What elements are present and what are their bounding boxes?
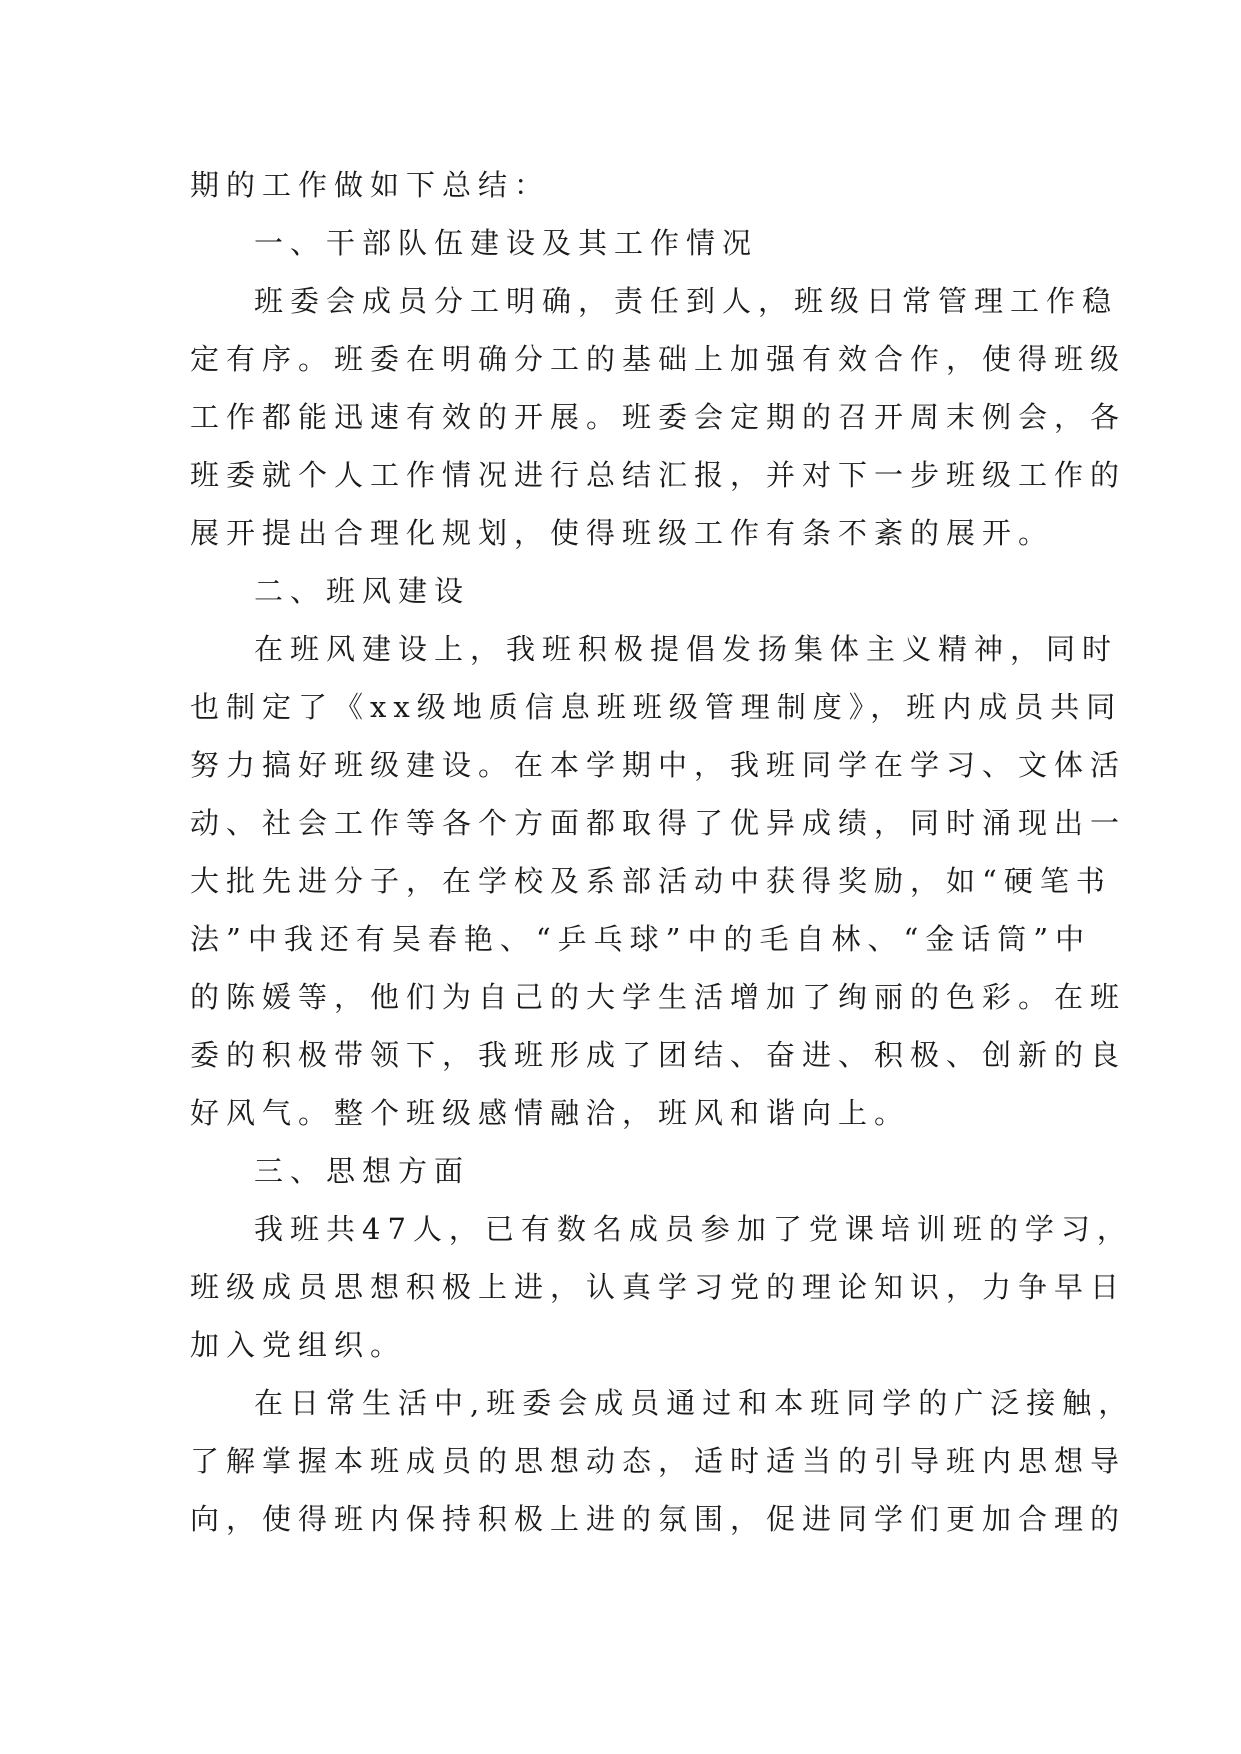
section-heading-3: 三、思想方面 xyxy=(254,1154,471,1188)
text-line: 也制定了《xx级地质信息班班级管理制度》，班内成员共同 xyxy=(190,690,1123,724)
text-line: 工作都能迅速有效的开展。班委会定期的召开周末例会，各 xyxy=(190,400,1127,434)
section-heading-2: 二、班风建设 xyxy=(254,574,471,608)
section-heading-1: 一、干部队伍建设及其工作情况 xyxy=(254,226,759,260)
text-line: 努力搞好班级建设。在本学期中，我班同学在学习、文体活 xyxy=(190,748,1127,782)
text-line: 了解掌握本班成员的思想动态，适时适当的引导班内思想导 xyxy=(190,1444,1127,1478)
text-line: 向，使得班内保持积极上进的氛围，促进同学们更加合理的 xyxy=(190,1502,1127,1536)
text-line: 在日常生活中,班委会成员通过和本班同学的广泛接触， xyxy=(254,1386,1135,1420)
text-line: 班级成员思想积极上进，认真学习党的理论知识，力争早日 xyxy=(190,1270,1127,1304)
text-line: 展开提出合理化规划，使得班级工作有条不紊的展开。 xyxy=(190,516,1055,550)
text-line: 法”中我还有吴春艳、“乒乓球”中的毛自林、“金话筒”中 xyxy=(190,922,1092,956)
text-line: 在班风建设上，我班积极提倡发扬集体主义精神，同时 xyxy=(254,632,1119,666)
text-line: 的陈媛等，他们为自己的大学生活增加了绚丽的色彩。在班 xyxy=(190,980,1127,1014)
document-body xyxy=(190,156,1135,1548)
text-line: 定有序。班委在明确分工的基础上加强有效合作，使得班级 xyxy=(190,342,1127,376)
text-line: 好风气。整个班级感情融洽，班风和谐向上。 xyxy=(190,1096,911,1130)
text-line: 期的工作做如下总结： xyxy=(190,168,551,202)
text-line: 班委就个人工作情况进行总结汇报，并对下一步班级工作的 xyxy=(190,458,1127,492)
text-line: 委的积极带领下，我班形成了团结、奋进、积极、创新的良 xyxy=(190,1038,1127,1072)
text-line: 大批先进分子，在学校及系部活动中获得奖励，如“硬笔书 xyxy=(190,864,1112,898)
text-line: 动、社会工作等各个方面都取得了优异成绩，同时涌现出一 xyxy=(190,806,1127,840)
text-line: 我班共47人，已有数名成员参加了党课培训班的学习， xyxy=(254,1212,1133,1246)
text-line: 班委会成员分工明确，责任到人，班级日常管理工作稳 xyxy=(254,284,1119,318)
text-line: 加入党组织。 xyxy=(190,1328,407,1362)
